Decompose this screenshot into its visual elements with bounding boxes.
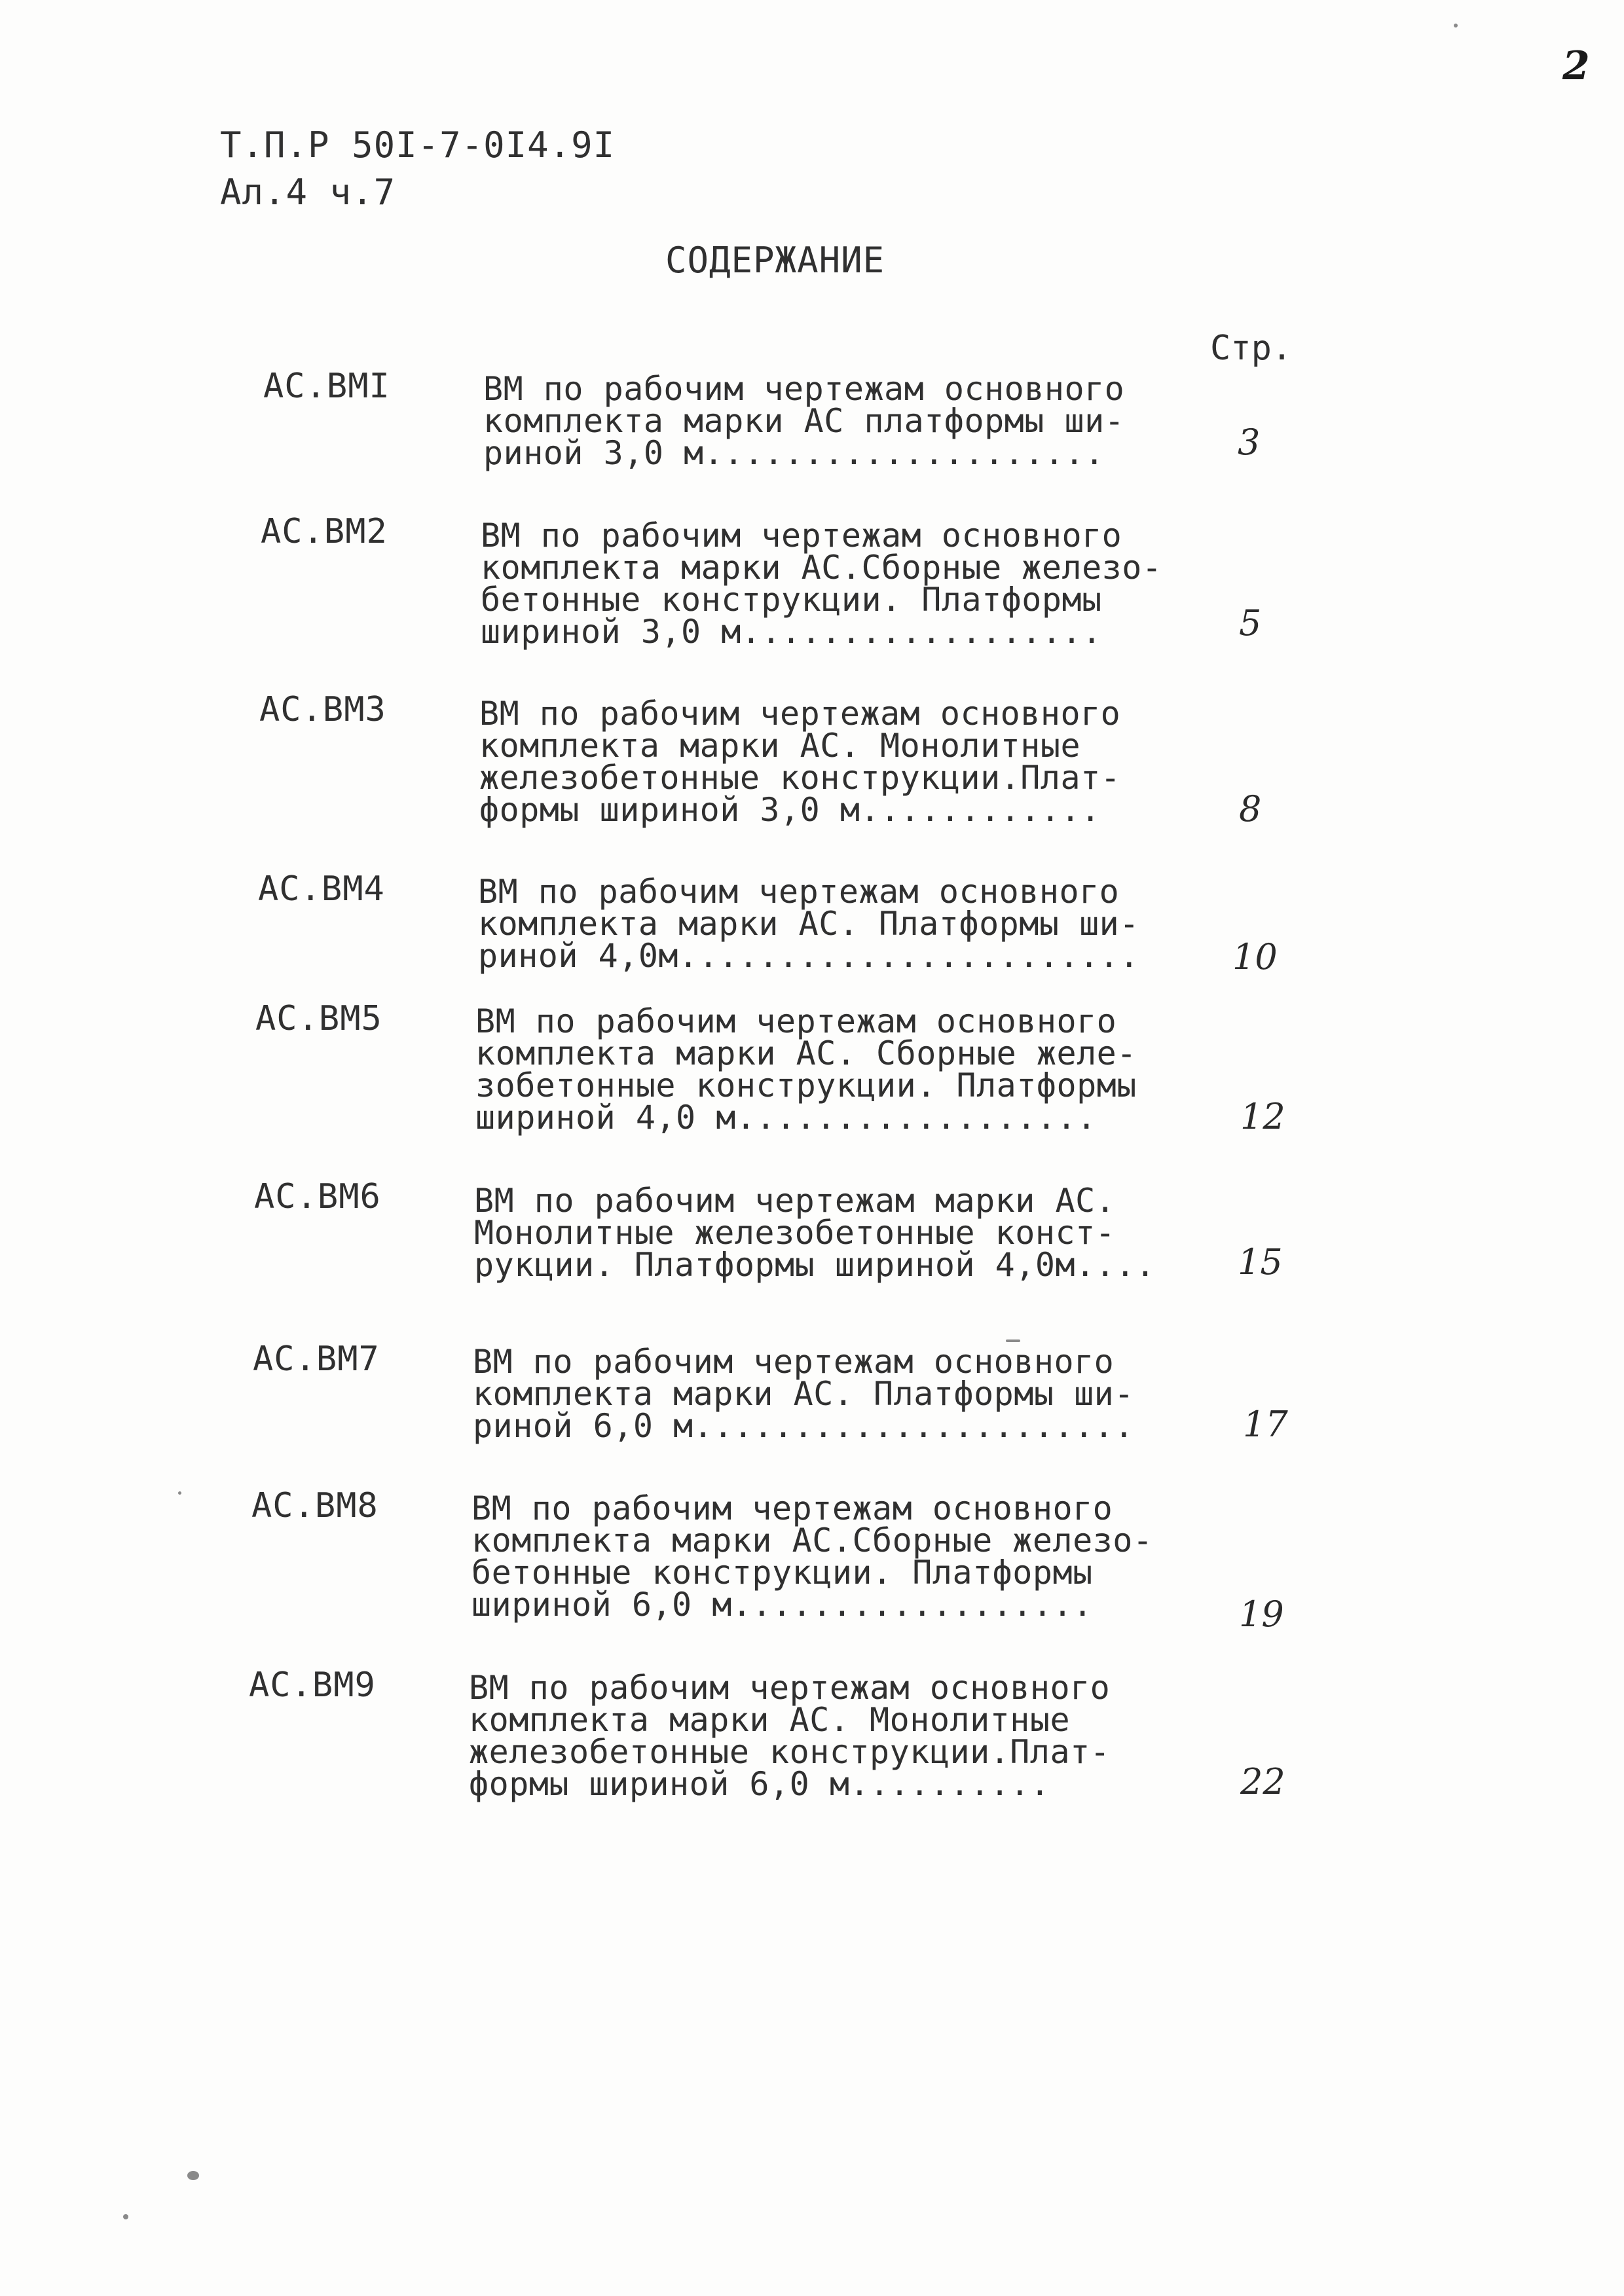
entry-code: АС.ВМ8 (251, 1486, 378, 1525)
entry-description-line: шириной 6,0 м.................. (471, 1586, 1093, 1624)
entry-description-line: комплекта марки АС. Платформы ши- (478, 905, 1139, 943)
entry-code: АС.ВМІ (263, 367, 390, 406)
page-column-label: Стр. (1210, 329, 1293, 368)
entry-description-line: ВМ по рабочим чертежам основного (481, 517, 1122, 555)
scan-speck (1454, 24, 1458, 27)
entry-code: АС.ВМ2 (261, 512, 388, 551)
entry-description-line: комплекта марки АС.Сборные железо- (481, 549, 1162, 587)
entry-description-line: комплекта марки АС. Платформы ши- (473, 1375, 1134, 1413)
entry-description-line: риной 4,0м....................... (478, 937, 1139, 975)
entry-description-line: комплекта марки АС платформы ши- (483, 402, 1125, 440)
entry-page-number: 19 (1239, 1594, 1284, 1635)
sheet-number: 2 (1562, 43, 1590, 89)
entry-description-line: комплекта марки АС. Монолитные (479, 727, 1081, 765)
entry-description-line: формы шириной 6,0 м.......... (469, 1765, 1050, 1803)
entry-description-line: бетонные конструкции. Платформы (471, 1554, 1093, 1592)
entry-page-number: 3 (1238, 422, 1261, 463)
entry-description-line: железобетонные конструкции.Плат- (479, 759, 1121, 797)
entry-description-line: риной 3,0 м.................... (483, 434, 1105, 472)
entry-page-number: 22 (1240, 1761, 1285, 1802)
entry-code: АС.ВМ6 (254, 1177, 381, 1216)
entry-page-number: 15 (1238, 1241, 1283, 1283)
entry-description-line: Монолитные железобетонные конст- (474, 1214, 1116, 1252)
entry-code: АС.ВМ4 (258, 869, 385, 909)
album-part: Ал.4 ч.7 (220, 172, 396, 213)
entry-description-line: ВМ по рабочим чертежам основного (475, 1002, 1117, 1040)
scan-speck (178, 1491, 181, 1495)
entry-description-line: ВМ по рабочим чертежам марки АС. (474, 1182, 1116, 1220)
entry-description-line: шириной 4,0 м.................. (475, 1099, 1097, 1137)
entry-page-number: 5 (1239, 602, 1262, 644)
entry-page-number: 8 (1239, 788, 1262, 829)
entry-description-line: комплекта марки АС. Сборные желе- (475, 1034, 1137, 1072)
entry-description-line: риной 6,0 м...................... (473, 1407, 1134, 1445)
entry-description-line: ВМ по рабочим чертежам основного (469, 1669, 1111, 1707)
entry-description-line: зобетонные конструкции. Платформы (475, 1066, 1137, 1104)
entry-description-line: ВМ по рабочим чертежам основного (471, 1489, 1113, 1527)
scan-speck (123, 2214, 128, 2219)
entry-code: АС.ВМ9 (249, 1666, 376, 1705)
entry-description-line: рукции. Платформы шириной 4,0м.... (474, 1246, 1156, 1284)
entry-description-line: ВМ по рабочим чертежам основного (473, 1343, 1115, 1381)
entry-code: АС.ВМ3 (259, 690, 386, 729)
entry-description-line: шириной 3,0 м.................. (481, 613, 1102, 651)
entry-description-line: формы шириной 3,0 м............ (479, 791, 1101, 829)
entry-description-line: комплекта марки АС.Сборные железо- (471, 1522, 1153, 1559)
entry-description-line: ВМ по рабочим чертежам основного (478, 873, 1120, 911)
scan-speck (187, 2171, 199, 2180)
entry-code: АС.ВМ7 (253, 1339, 380, 1379)
scan-speck (1006, 1339, 1020, 1342)
entry-description-line: бетонные конструкции. Платформы (481, 581, 1102, 619)
entry-code: АС.ВМ5 (255, 999, 382, 1038)
entry-description-line: комплекта марки АС. Монолитные (469, 1701, 1071, 1739)
toc-title: СОДЕРЖАНИЕ (665, 240, 885, 281)
entry-description-line: ВМ по рабочим чертежам основного (483, 370, 1125, 408)
document-code: Т.П.Р 50І-7-0І4.9І (220, 124, 616, 166)
entry-description-line: ВМ по рабочим чертежам основного (479, 695, 1121, 733)
entry-page-number: 12 (1240, 1096, 1285, 1137)
entry-page-number: 17 (1243, 1404, 1288, 1445)
entry-description-line: железобетонные конструкции.Плат- (469, 1733, 1111, 1771)
entry-page-number: 10 (1232, 936, 1278, 977)
